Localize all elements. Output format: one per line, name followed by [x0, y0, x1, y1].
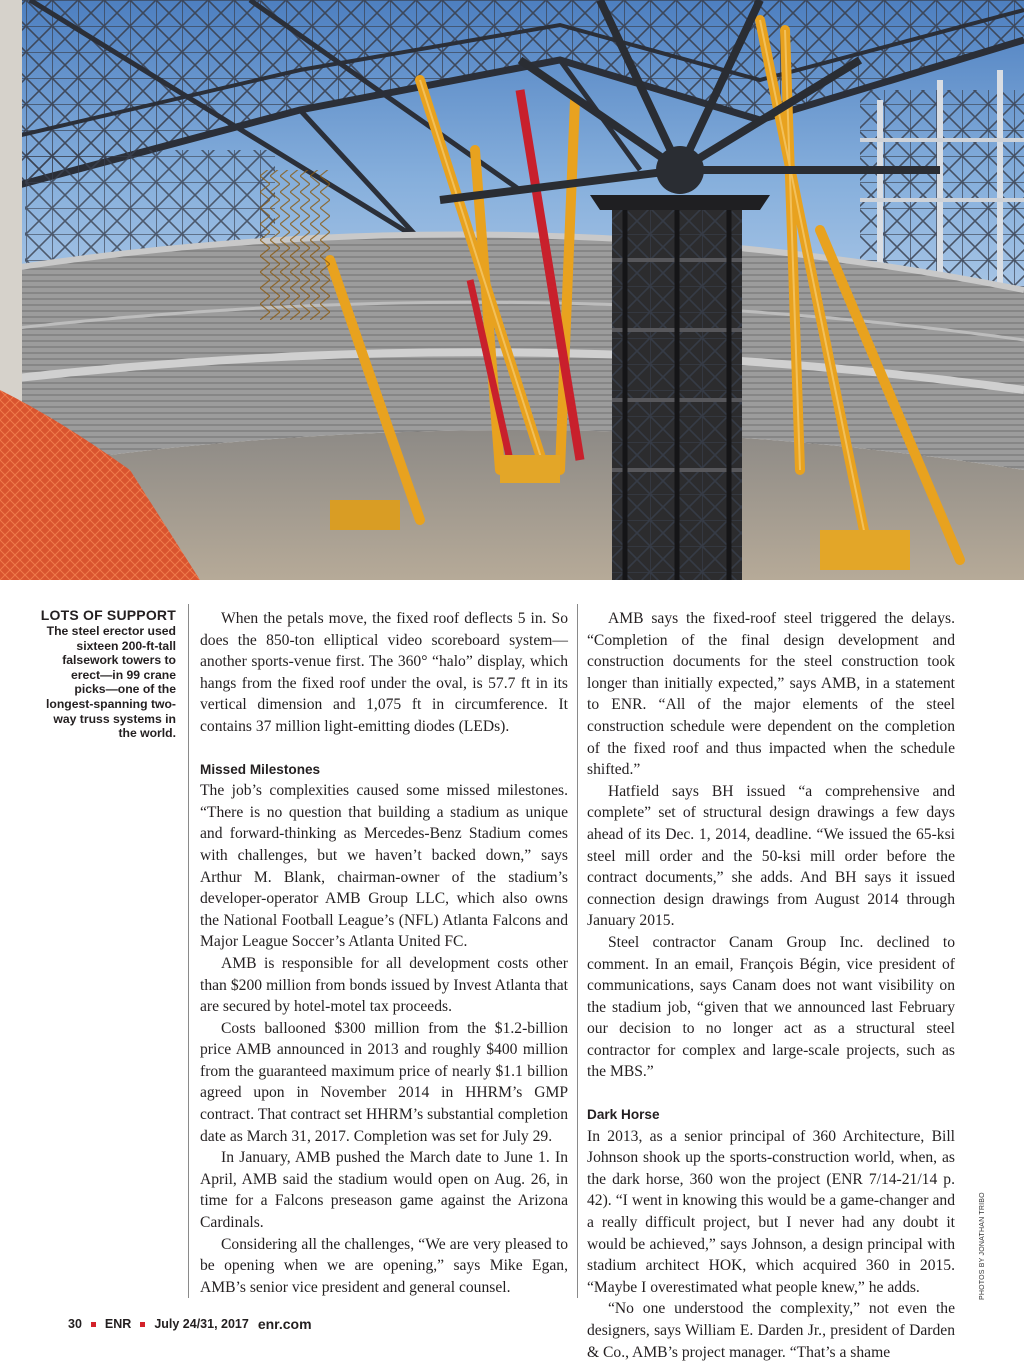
stadium-construction-photo: [0, 0, 1024, 580]
photo-credit: PHOTOS BY JONATHAN TRIBO: [979, 1192, 986, 1300]
column-rule-left: [188, 604, 189, 1298]
website-link[interactable]: enr.com: [257, 1316, 312, 1332]
article-column-2: [587, 608, 955, 1363]
paragraph: In 2013, as a senior principal of 360 Architecture, Bill Johnson shook up the sports-construction world, when, as the dark horse, 360 won the project (ENR 7/14-21/14 p. 42). “I went in knowing this would be a game-changer and a really difficult project, but I never had any doubt it would be achieved,” says Johnson, a design principal with stadium architect HOK, which acquired 360 in 2015. “Maybe I overestimated what people knew,” he adds.: [587, 1127, 955, 1296]
paragraph: The job’s complexities caused some missed milestones. “There is no question that building a stadium as unique and forward-thinking as Mercedes-Benz Stadium comes with challenges, but we haven’t backed down,” says Arthur M. Blank, chairman-owner of the stadium’s developer-operator AMB Group LLC, which also owns the National Football League’s (NFL) Atlanta Falcons and Major League Soccer’s Atlanta United FC.: [200, 782, 568, 951]
paragraph: AMB is responsible for all development costs other than $200 million from bonds issued by Invest Atlanta that are secured by hotel-motel tax proceeds.: [200, 954, 568, 1016]
article-column-1: [200, 608, 568, 1298]
photo-caption: [40, 608, 176, 741]
page-number: 30: [68, 1317, 82, 1331]
paragraph: “No one understood the complexity,” not even the designers, says William E. Darden Jr., president of Darden & Co., AMB’s project manager. “That’s a shame: [587, 1300, 955, 1361]
red-square-separator: [91, 1322, 96, 1327]
column-rule-middle: [577, 604, 578, 1298]
red-square-separator: [140, 1322, 145, 1327]
page-footer: [68, 1316, 312, 1332]
caption-body: The steel erector used sixteen 200-ft-tall falsework towers to erect—in 99 crane picks—one of the longest-spanning two-way truss systems in the world.: [46, 624, 176, 741]
paragraph: When the petals move, the fixed roof deflects 5 in. So does the 850-ton elliptical video scoreboard system—another sports-venue first. The 360° “halo” display, which hangs from the fixed roof under the oval, is 57.7 ft in its vertical dimension and 1,075 ft in circumference. It contains 37 million light-emitting diodes (LEDs).: [200, 610, 568, 735]
subheading-missed-milestones: Missed Milestones: [200, 761, 321, 777]
paragraph: Hatfield says BH issued “a comprehensive and complete” set of structural design drawings a few days ahead of its Dec. 1, 2014, deadline. “We issued the 65-ksi steel mill order and the 50-ksi mill order before the contract documents,” she adds. And BH says it issued connection design drawings from August 2014 through January 2015.: [587, 782, 955, 930]
paragraph: Steel contractor Canam Group Inc. declined to comment. In an email, François Bégin, vice president of communications, says Canam does not want visibility on the stadium job, “given that we announced last February our decision to no longer act as a structural steel contractor for complex and large-scale projects, such as the MBS.”: [587, 933, 955, 1081]
caption-title: LOTS OF SUPPORT: [40, 607, 176, 623]
magazine-name: ENR: [104, 1317, 132, 1331]
photo-illustration: [0, 0, 1024, 580]
paragraph: In January, AMB pushed the March date to June 1. In April, AMB said the stadium would open on Aug. 26, in time for a Falcons preseason game against the Arizona Cardinals.: [200, 1149, 568, 1232]
paragraph: AMB says the fixed-roof steel triggered the delays. “Completion of the final design development and construction documents for the steel construction took longer than initially expected,” says AMB, in a statement to ENR. “All of the major elements of the steel construction schedule were dependent on the completion of the fixed roof and thus impacted when the schedule shifted.”: [587, 610, 955, 779]
paragraph: Costs ballooned $300 million from the $1.2-billion price AMB announced in 2013 and roughly $400 million from the guaranteed maximum price of nearly $1.1 billion agreed upon in November 2014 in HHRM’s GMP contract. That contract set HHRM’s substantial completion date as March 31, 2017. Completion was set for July 29.: [200, 1019, 568, 1145]
issue-date: July 24/31, 2017: [154, 1317, 249, 1331]
subheading-dark-horse: Dark Horse: [587, 1107, 660, 1123]
paragraph: Considering all the challenges, “We are very pleased to be opening when we are opening,” says Mike Egan, AMB’s senior vice president and general counsel.: [200, 1235, 568, 1296]
